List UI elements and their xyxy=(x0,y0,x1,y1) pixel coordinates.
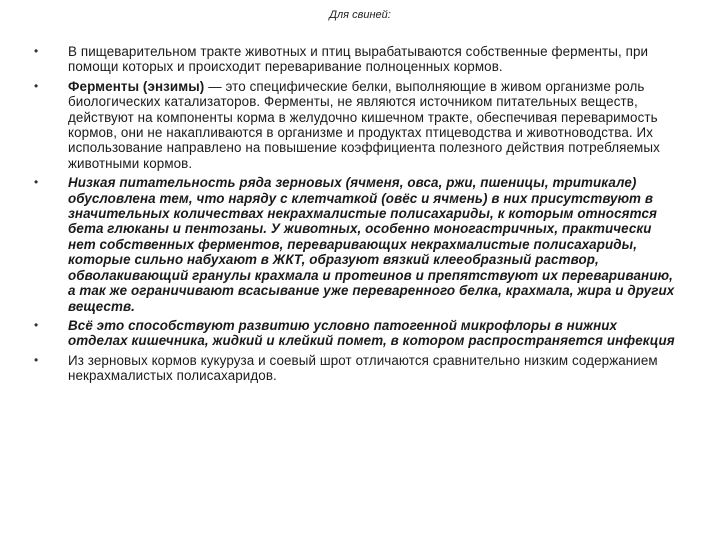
bullet-text: Низкая питательность ряда зерновых (ячменя, овса, ржи, пшеницы, тритикале) обусловлена тем, что наряду с клетчаткой (овёс и ячмень) в них присутствуют в значительных количествах некрахмалистые полисахариды, к которым относятся бета глюканы и пентозаны. У животных, особенно моногастричных, практически нет собственных ферментов, переваривающих некрахмалистые полисахариды, которые сильно набухают в ЖКТ, образуют вязкий клееобразный раствор, обволакивающий гранулы крахмала и протеинов и препятствуют их перевариванию, а так же ограничивают всасывание уже переваренного белка, крахмала, жира и других веществ. xyxy=(68,175,675,314)
bullet-dot-icon: • xyxy=(34,317,39,332)
bullet-term: Ферменты (энзимы) xyxy=(68,78,205,94)
bullet-dot-icon: • xyxy=(34,78,39,93)
bullet-definition: — это специфические белки, выполняющие в живом организме роль биологических катализаторов. Ферменты, не являются источником питательных веществ, действуют на компоненты корма в желудочно кишечном тракте, обеспечивая переваримость кормов, они не накапливаются в организме и продуктах птицеводства и животноводства. Их использование направлено на повышение коэффициента полезного действия потребляемых животными кормов. xyxy=(68,78,660,171)
bullet-item-3 xyxy=(34,175,680,314)
bullet-dot-icon: • xyxy=(34,175,39,190)
bullet-item-4 xyxy=(34,317,680,349)
bullet-text: Из зерновых кормов кукуруза и соевый шрот отличаются сравнительно низким содержанием некрахмалистых полисахаридов. xyxy=(68,352,658,384)
bullet-dot-icon: • xyxy=(34,44,39,58)
bullet-dot-icon: • xyxy=(34,352,39,367)
bullet-list xyxy=(34,44,680,388)
bullet-text xyxy=(68,79,660,171)
bullet-item-2 xyxy=(34,78,680,171)
bullet-text: В пищеварительном тракте животных и птиц вырабатываются собственные ферменты, при помощи которых и происходит переваривание полноценных кормов. xyxy=(68,44,649,75)
slide-title: Для свиней: xyxy=(329,9,391,21)
bullet-item-5 xyxy=(34,352,680,384)
bullet-text: Всё это способствуют развитию условно патогенной микрофлоры в нижних отделах кишечника, жидкий и клейкий помет, в котором распространяется инфекция xyxy=(68,317,675,349)
bullet-item-1 xyxy=(34,44,680,75)
